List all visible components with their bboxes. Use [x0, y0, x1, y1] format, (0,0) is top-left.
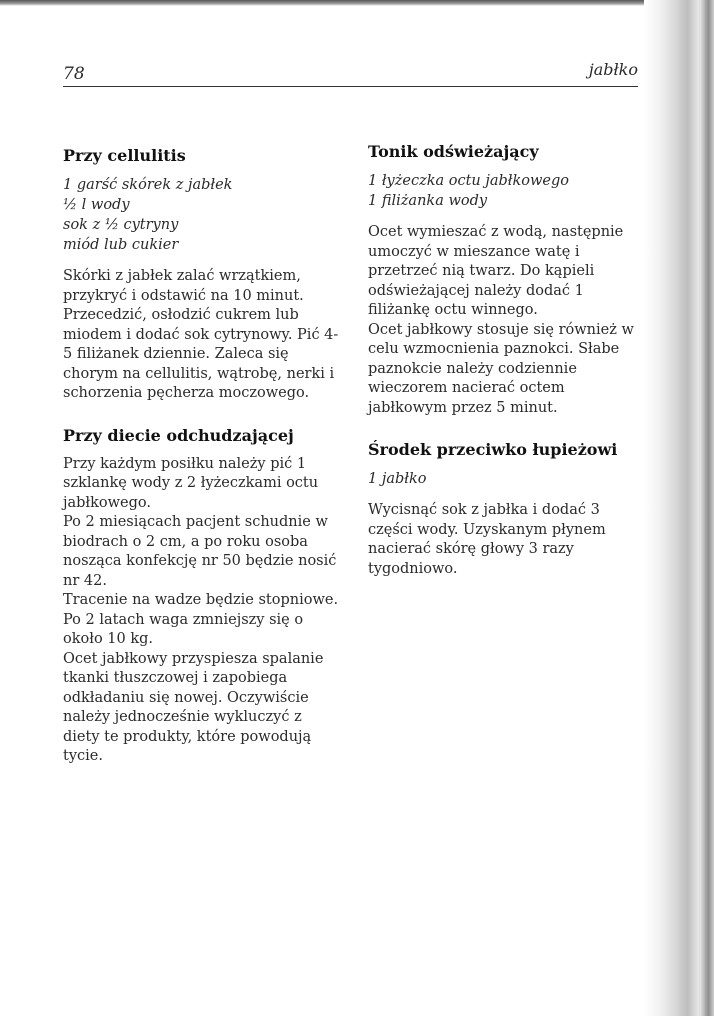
section-title: Tonik odświeżający	[368, 142, 539, 161]
left-column	[63, 146, 341, 767]
section-toner	[368, 142, 640, 418]
section-title: Przy cellulitis	[63, 146, 186, 165]
header-rule	[63, 86, 638, 87]
body-paragraph: Po 2 miesiącach pacjent schudnie w biodrach o 2 cm, a po roku osoba nosząca konfekcję nr 50 będzie nosić nr 42.	[63, 514, 337, 589]
body-paragraph: Wycisnąć sok z jabłka i dodać 3 części wody. Uzyskanym płynem nacierać skórę głowy 3 razy tygodniowo.	[368, 502, 606, 577]
ingredient-item: ½ l wody	[63, 197, 130, 213]
section-cellulitis	[63, 146, 341, 404]
section-spacer	[63, 404, 341, 426]
body-paragraph: Ocet jabłkowy przyspiesza spalanie tkanki tłuszczowej i zapobiega odkładaniu się nowej. Oczywiście należy jednocześnie wykluczyć z diety te produkty, które powodują tycie.	[63, 650, 324, 764]
body-paragraph: Tracenie na wadze będzie stopniowe. Po 2 latach waga zmniejszy się o około 10 kg.	[63, 592, 339, 647]
ingredient-item: 1 łyżeczka octu jabłkowego	[368, 173, 570, 189]
body-paragraph: Skórki z jabłek zalać wrzątkiem, przykryć i odstawić na 10 minut.	[63, 268, 304, 304]
section-spacer	[368, 418, 640, 440]
running-head: jabłko	[588, 60, 638, 79]
body-paragraph: Ocet jabłkowy stosuje się również w celu wzmocnienia paznokci. Słabe paznokcie należy codziennie wieczorem nacierać octem jabłkowym przez 5 minut.	[368, 321, 634, 416]
ingredient-item: sok z ½ cytryny	[63, 217, 179, 233]
ingredient-list	[63, 175, 341, 255]
right-column	[368, 142, 640, 579]
ingredient-list	[368, 469, 640, 489]
page-header	[63, 60, 638, 84]
body-paragraph: Ocet wymieszać z wodą, następnie umoczyć w mieszance watę i przetrzeć nią twarz. Do kąpieli odświeżającej należy dodać 1 filiżankę octu winnego.	[368, 224, 624, 318]
section-diet	[63, 426, 341, 767]
ingredient-item: miód lub cukier	[63, 237, 179, 253]
ingredient-item: 1 jabłko	[368, 471, 427, 487]
ingredient-item: 1 filiżanka wody	[368, 193, 488, 209]
section-title: Przy diecie odchudzającej	[63, 425, 294, 445]
book-spine-edge	[700, 0, 714, 1016]
ingredient-list	[368, 171, 640, 211]
ingredient-item: 1 garść skórek z jabłek	[63, 177, 233, 193]
body-paragraph: Przy każdym posiłku należy pić 1 szklankę wody z 2 łyżeczkami octu jabłkowego.	[63, 455, 319, 511]
page-top-shadow	[0, 0, 714, 6]
body-paragraph: Przecedzić, osłodzić cukrem lub miodem i dodać sok cytrynowy. Pić 4-5 filiżanek dziennie. Zaleca się chorym na cellulitis, wątrobę, nerki i schorzenia pęcherza moczowego.	[63, 307, 339, 401]
section-title: Środek przeciwko łupieżowi	[368, 440, 618, 459]
section-dandruff	[368, 440, 640, 579]
page-number: 78	[63, 64, 85, 84]
